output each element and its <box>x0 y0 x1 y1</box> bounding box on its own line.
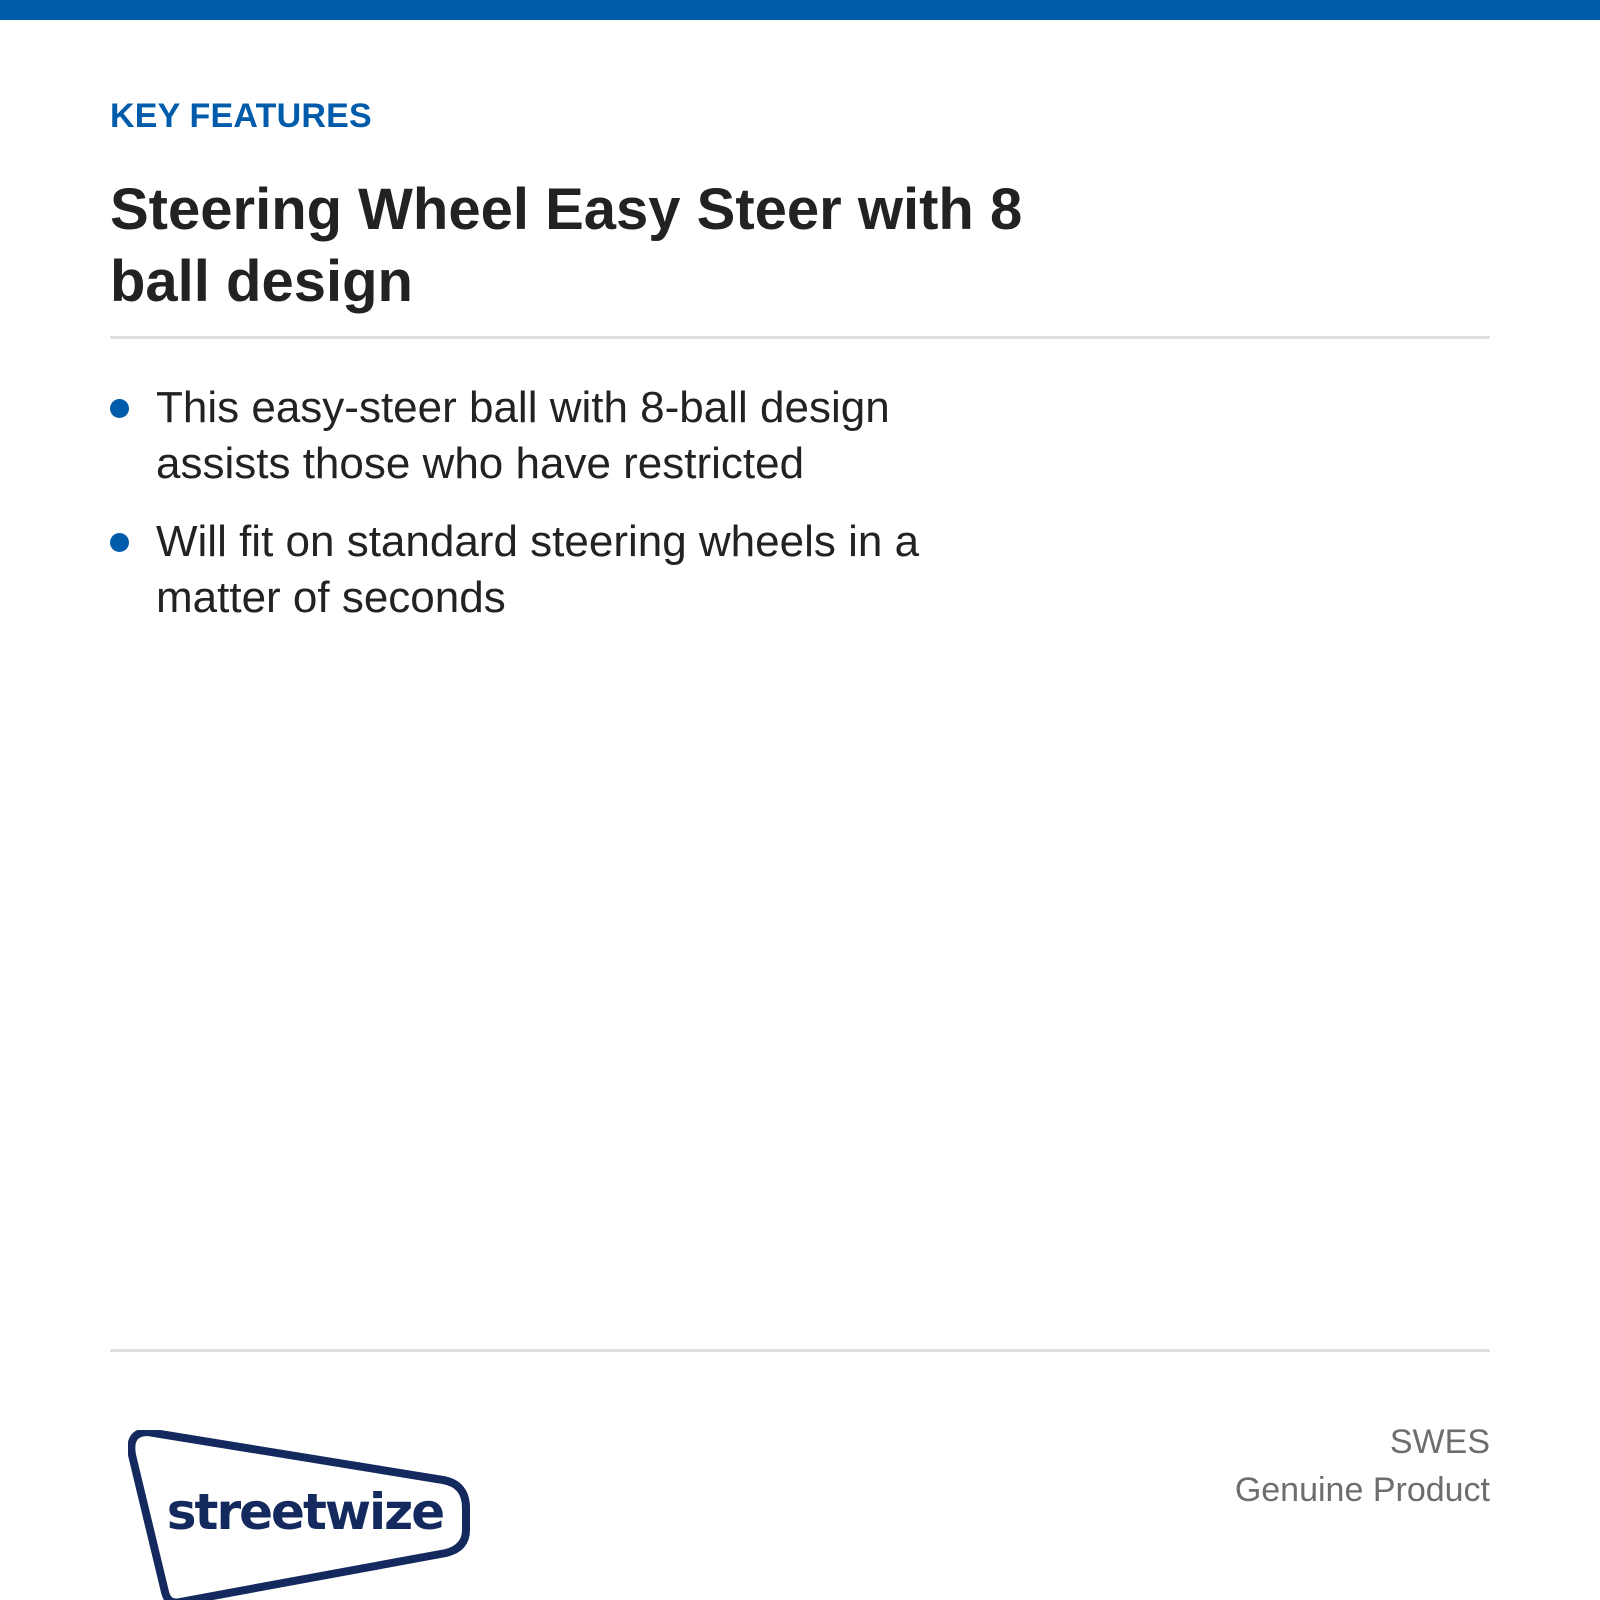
divider-top <box>110 336 1490 339</box>
list-item <box>110 514 1010 626</box>
top-accent-bar <box>0 0 1600 20</box>
feature-list <box>110 380 1010 648</box>
feature-text: This easy-steer ball with 8-ball design assists those who have restricted <box>156 383 890 488</box>
product-meta <box>1235 1418 1490 1514</box>
divider-bottom <box>110 1349 1490 1352</box>
bullet-dot-icon <box>110 399 129 418</box>
product-tagline: Genuine Product <box>1234 1471 1490 1509</box>
list-item <box>110 380 1010 492</box>
bullet-dot-icon <box>110 533 129 552</box>
section-label: KEY FEATURES <box>110 97 372 135</box>
product-code: SWES <box>1389 1423 1490 1461</box>
page-title: Steering Wheel Easy Steer with 8 ball design <box>110 177 1023 314</box>
feature-text: Will fit on standard steering wheels in a matter of seconds <box>156 517 920 622</box>
streetwize-logo <box>128 1430 478 1600</box>
logo-wordmark: streetwize <box>166 1483 444 1541</box>
